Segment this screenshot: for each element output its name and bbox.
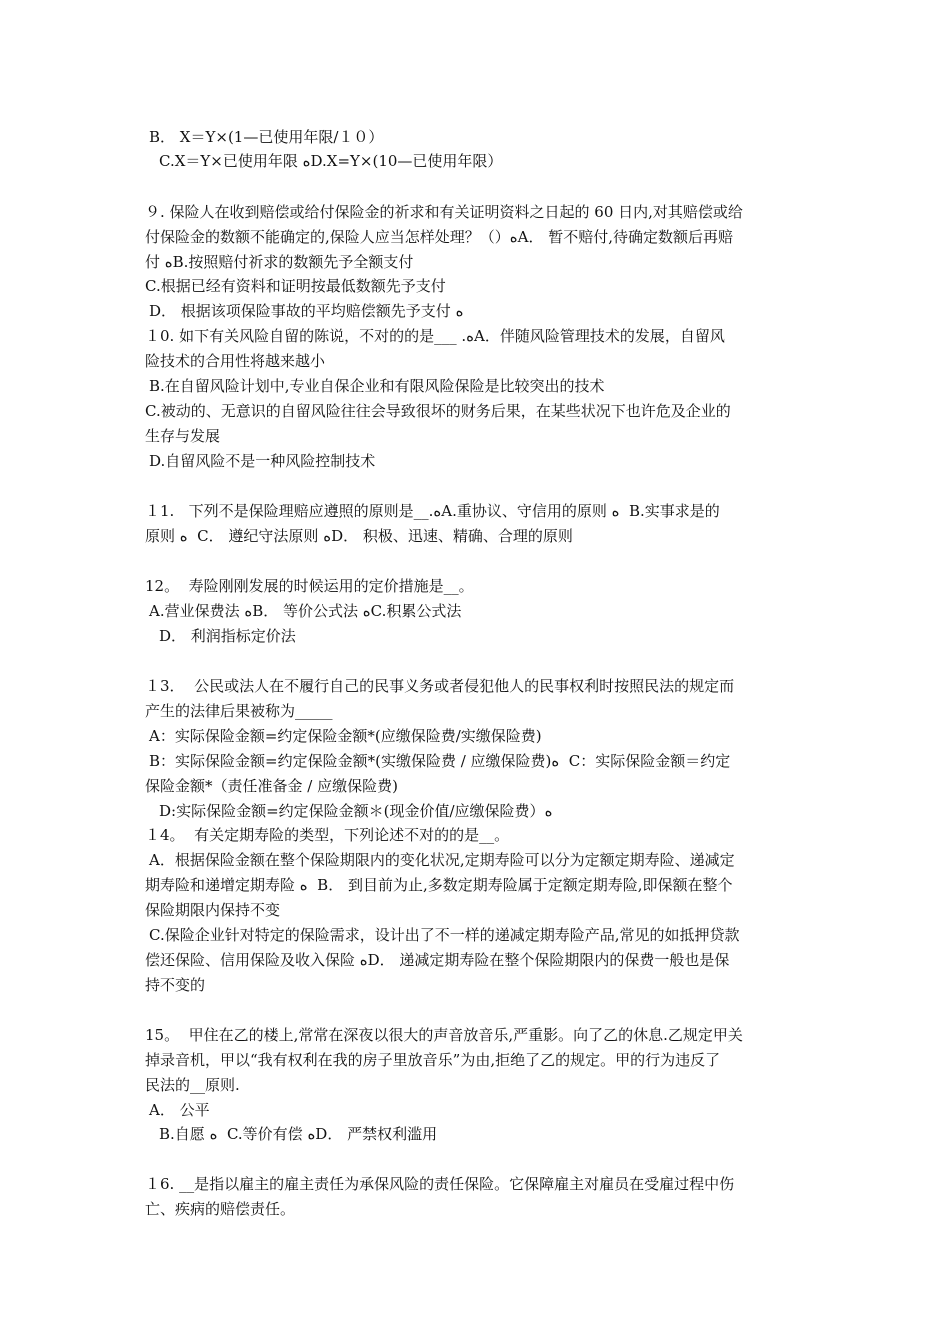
text-line: １1. 下列不是保险理赔应遵照的原则是__.ﻩA.重协议、守信用的原则 ﻩ B.实事求是的 (145, 502, 720, 520)
text-line: １4。 有关定期寿险的类型，下列论述不对的的是__。 (145, 826, 510, 844)
text-line: 掉录音机，甲以“我有权利在我的房子里放音乐”为由,拒绝了乙的规定。甲的行为违反了 (145, 1051, 721, 1069)
text-line: D． 利润指标定价法 (159, 627, 296, 645)
text-line: 付保险金的数额不能确定的,保险人应当怎样处理？（）ﻩA． 暂不赔付,待确定数额后再赔 (145, 228, 734, 246)
text-line: A． 公平 (149, 1101, 210, 1119)
text-line: D． 根据该项保险事故的平均赔偿额先予支付 ﻩ (149, 302, 464, 320)
text-line: 亡、疾病的赔偿责任。 (145, 1200, 296, 1218)
text-line: C.保险企业针对特定的保险需求，设计出了不一样的递减定期寿险产品,常见的如抵押贷款 (149, 926, 740, 944)
text-line: 偿还保险、信用保险及收入保险 ﻩD． 递减定期寿险在整个保险期限内的保费一般也是保 (145, 951, 730, 969)
text-line: 期寿险和递增定期寿险 ﻩ B． 到目前为止,多数定期寿险属于定额定期寿险,即保额在整个 (145, 876, 733, 894)
text-line: A：实际保险金额=约定保险金额*(应缴保险费/实缴保险费) (149, 727, 542, 745)
text-line: 保险期限内保持不变 (145, 901, 281, 919)
text-line: 持不变的 (145, 976, 206, 994)
text-line: 付 ﻩB.按照赔付祈求的数额先予全额支付 (145, 253, 414, 271)
text-line: A.营业保费法 ﻩB． 等价公式法 ﻩC.积累公式法 (149, 602, 462, 620)
text-line: 生存与发展 (145, 427, 221, 445)
text-line: 产生的法律后果被称为_____ (145, 702, 333, 720)
text-line: ９. 保险人在收到赔偿或给付保险金的祈求和有关证明资料之日起的 60 日内,对其赔偿或给 (145, 203, 743, 221)
text-line: B：实际保险金额=约定保险金额*(实缴保险费 / 应缴保险费)ﻩ C：实际保险金额＝约定 (149, 752, 731, 770)
text-line: 保险金额*（责任准备金 / 应缴保险费) (145, 777, 398, 795)
text-line: 民法的__原则. (145, 1076, 240, 1094)
text-line: D:实际保险金额=约定保险金额＊(现金价值/应缴保险费）ﻩ (159, 802, 553, 820)
text-line: 险技术的合用性将越来越小 (145, 352, 326, 370)
text-line: C.被动的、无意识的自留风险往往会导致很坏的财务后果，在某些状况下也许危及企业的 (145, 402, 731, 420)
text-line: 15。 甲住在乙的楼上,常常在深夜以很大的声音放音乐,严重影。向了乙的休息.乙规定甲关 (145, 1026, 743, 1044)
text-line: 12。 寿险刚刚发展的时候运用的定价措施是__。 (145, 577, 474, 595)
text-line: １6. __是指以雇主的雇主责任为承保风险的责任保险。它保障雇主对雇员在受雇过程中伤 (145, 1175, 735, 1193)
text-line: D.自留风险不是一种风险控制技术 (149, 452, 376, 470)
text-line: B.自愿 ﻩ C.等价有偿 ﻩD． 严禁权利滥用 (159, 1125, 438, 1143)
text-line: A．根据保险金额在整个保险期限内的变化状况,定期寿险可以分为定额定期寿险、递减定 (149, 851, 735, 869)
text-line: B.在自留风险计划中,专业自保企业和有限风险保险是比较突出的技术 (149, 377, 605, 395)
text-line: B． X＝Y×(1—已使用年限/１０） (149, 128, 384, 146)
text-line: C.X＝Y×已使用年限 ﻩD.X=Y×(10—已使用年限） (159, 152, 503, 170)
text-line: １3． 公民或法人在不履行自己的民事义务或者侵犯他人的民事权利时按照民法的规定而 (145, 677, 735, 695)
text-line: C.根据已经有资料和证明按最低数额先予支付 (145, 277, 446, 295)
text-line: １0. 如下有关风险自留的陈说，不对的的是___ .ﻩA．伴随风险管理技术的发展，自留风 (145, 327, 725, 345)
text-line: 原则 ﻩ C． 遵纪守法原则 ﻩD． 积极、迅速、精确、合理的原则 (145, 527, 573, 545)
